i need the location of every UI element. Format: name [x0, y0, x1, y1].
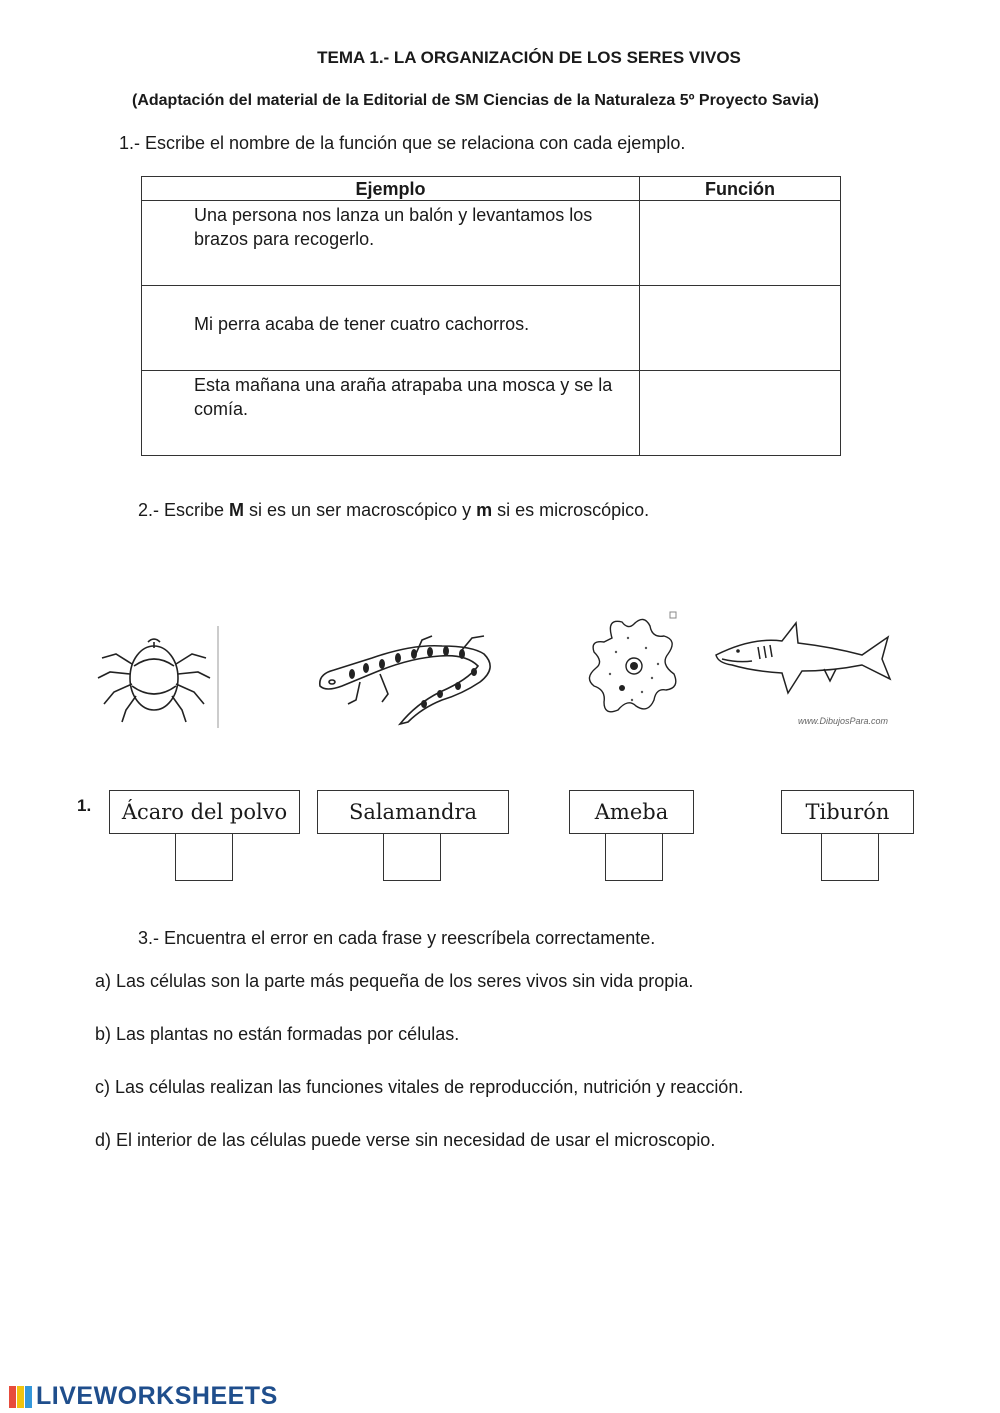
prompt-text: si es un ser macroscópico y — [244, 500, 477, 520]
item-list-number: 1. — [77, 796, 92, 815]
table-row — [142, 201, 841, 286]
error-sentence-d: d) El interior de las células puede verse sin necesidad de usar el microscopio. — [95, 1130, 716, 1150]
column-header-funcion: Función — [640, 177, 841, 201]
salamander-illustration — [312, 628, 502, 730]
function-answer-cell[interactable] — [640, 286, 841, 371]
example-text: Esta mañana una araña atrapaba una mosca y se la comía. — [194, 375, 613, 419]
mite-illustration — [92, 622, 222, 732]
table-row — [142, 286, 841, 371]
page-subtitle: (Adaptación del material de la Editorial de SM Ciencias de la Naturaleza 5º Proyecto Savia) — [132, 92, 819, 109]
example-text: Una persona nos lanza un balón y levantamos los brazos para recogerlo. — [194, 205, 593, 249]
prompt-bold-M: M — [229, 500, 245, 520]
function-table — [141, 176, 841, 456]
column-header-ejemplo: Ejemplo — [142, 177, 640, 201]
question-2-prompt — [138, 500, 649, 521]
answer-box-ameba[interactable] — [605, 834, 663, 881]
function-answer-cell[interactable] — [640, 371, 841, 456]
amoeba-illustration — [582, 608, 687, 728]
liveworksheets-logo-text: LIVEWORKSHEETS — [36, 1382, 278, 1410]
answer-box-acaro[interactable] — [175, 834, 233, 881]
prompt-text: si es microscópico. — [492, 500, 650, 520]
example-text: Mi perra acaba de tener cuatro cachorros. — [194, 314, 530, 334]
liveworksheets-logo[interactable] — [8, 1382, 278, 1411]
question-1-prompt: 1.- Escribe el nombre de la función que se relaciona con cada ejemplo. — [119, 133, 686, 153]
organism-label-ameba: Ameba — [569, 790, 694, 834]
table-row — [142, 371, 841, 456]
prompt-bold-m: m — [476, 500, 493, 520]
answer-box-tiburon[interactable] — [821, 834, 879, 881]
liveworksheets-logo-icon — [8, 1384, 34, 1410]
question-3-prompt: 3.- Encuentra el error en cada frase y reescríbela correctamente. — [138, 928, 656, 948]
prompt-text: 2.- Escribe — [138, 500, 230, 520]
page-title: TEMA 1.- LA ORGANIZACIÓN DE LOS SERES VIVOS — [317, 48, 741, 67]
function-answer-cell[interactable] — [640, 201, 841, 286]
error-sentence-a: a) Las células son la parte más pequeña de los seres vivos sin vida propia. — [95, 971, 694, 991]
shark-illustration — [712, 615, 912, 730]
organism-label-tiburon: Tiburón — [781, 790, 914, 834]
answer-box-salamandra[interactable] — [383, 834, 441, 881]
watermark-text: www.DibujosPara.com — [798, 716, 889, 726]
error-sentence-c: c) Las células realizan las funciones vitales de reproducción, nutrición y reacción. — [95, 1077, 744, 1097]
organism-label-acaro: Ácaro del polvo — [109, 790, 300, 834]
error-sentence-b: b) Las plantas no están formadas por células. — [95, 1024, 460, 1044]
organism-label-salamandra: Salamandra — [317, 790, 509, 834]
